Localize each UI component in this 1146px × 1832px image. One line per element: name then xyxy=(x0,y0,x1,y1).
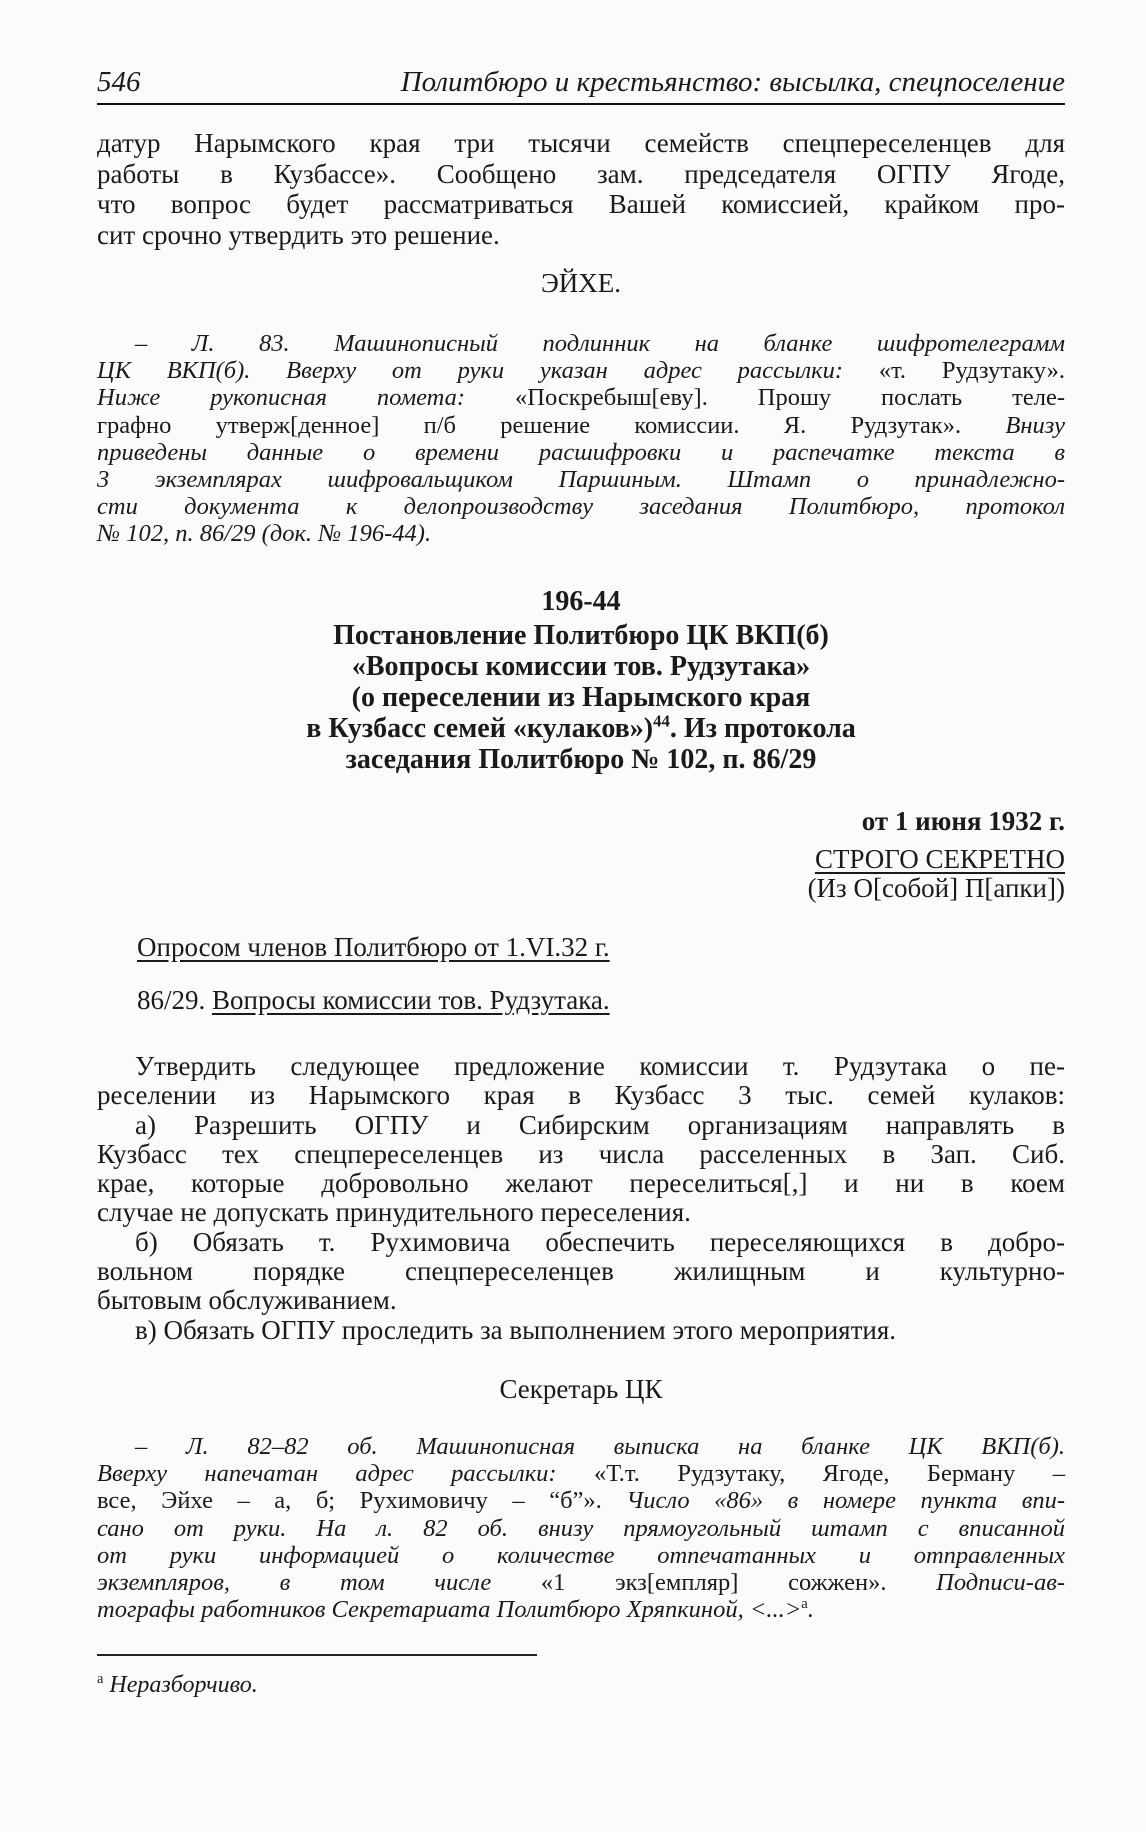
text-line xyxy=(97,744,1065,775)
header-rule xyxy=(97,103,1065,105)
text-line xyxy=(97,412,1065,439)
text-line xyxy=(97,493,1065,520)
text-segment: в Кузбасс семей «кулаков») xyxy=(306,713,654,744)
archival-note-2 xyxy=(97,1433,1065,1623)
decision-point-a xyxy=(97,1111,1065,1228)
text-segment: . xyxy=(807,1596,814,1624)
text-segment: сано от руки. На л. 82 об. внизу прямоугольный штамп с вписанной xyxy=(97,1514,1065,1542)
poll-text: Опросом членов Политбюро от 1.VI.32 г. xyxy=(137,932,610,962)
text-segment: № 102, п. 86/29 (док. № 196-44). xyxy=(97,520,432,548)
text-line xyxy=(97,357,1065,384)
text-segment: Вверху напечатан адрес рассылки: xyxy=(97,1460,557,1488)
poll-line xyxy=(97,932,1065,963)
text-segment: крае, которые добровольно желают переселиться[,] и ни в коем xyxy=(97,1168,1065,1199)
text-segment: б) Обязать т. Рухимовича обеспечить переселяющихся в добро- xyxy=(135,1226,1065,1257)
telegram-signature: ЭЙХЕ. xyxy=(540,268,622,298)
footnote-text: Неразборчиво. xyxy=(109,1672,258,1698)
item-number: 86/29. xyxy=(137,985,206,1015)
document-date: от 1 июня 1932 г. xyxy=(861,806,1065,836)
footnote xyxy=(97,1672,1065,1699)
decision-text xyxy=(97,1052,1065,1345)
text-segment: «1 экз[емпляр] сожжен». xyxy=(491,1569,887,1597)
text-line xyxy=(97,1596,1065,1623)
text-line xyxy=(97,1081,1065,1110)
decision-point-b xyxy=(97,1228,1065,1316)
text-segment: Кузбасс тех спецпереселенцев из числа расселенных в Зап. Сиб. xyxy=(97,1138,1065,1169)
text-line xyxy=(97,330,1065,357)
text-segment: заседания Политбюро № 102, п. 86/29 xyxy=(345,744,817,775)
classification-block xyxy=(97,845,1065,903)
text-segment: 3 экземплярах шифровальщиком Паршиным. Штамп о принадлежно- xyxy=(97,466,1065,494)
text-segment: экземпляров, в том числе xyxy=(97,1569,492,1597)
text-segment: а) Разрешить ОГПУ и Сибирским организациям направлять в xyxy=(135,1109,1065,1140)
decision-point-c xyxy=(97,1316,1065,1345)
text-line xyxy=(97,1111,1065,1140)
text-line xyxy=(97,159,1065,190)
text-segment: все, Эйхе – а, б; Рухимовичу – “б”». xyxy=(97,1487,602,1515)
text-line xyxy=(97,620,1065,651)
text-line xyxy=(97,1569,1065,1596)
text-segment: датур Нарымского края три тысячи семейств спецпереселенцев для xyxy=(97,128,1065,158)
text-line xyxy=(97,682,1065,713)
text-segment: сит срочно утвердить это решение. xyxy=(97,219,500,250)
text-line xyxy=(97,1052,1065,1081)
text-segment: приведены данные о времени расшифровки и распечатке текста в xyxy=(97,438,1065,466)
text-line xyxy=(97,1515,1065,1542)
text-segment: графно утверж[денное] п/б решение комиссии. Я. Рудзутак». xyxy=(97,411,962,439)
page-number: 546 xyxy=(97,66,141,98)
archival-note-1 xyxy=(97,330,1065,548)
text-segment: Число «86» в номере пункта впи- xyxy=(601,1487,1066,1515)
item-title: Вопросы комиссии тов. Рудзутака. xyxy=(212,985,610,1015)
text-line xyxy=(97,1487,1065,1514)
text-segment: – Л. 82–82 об. Машинописная выписка на бланке ЦК ВКП(б). xyxy=(135,1433,1065,1460)
secretary-signature: Секретарь ЦК xyxy=(499,1374,663,1404)
text-line xyxy=(97,1460,1065,1487)
agenda-item xyxy=(97,985,1065,1016)
text-segment: «Т.т. Рудзутаку, Ягоде, Берману – xyxy=(556,1460,1065,1488)
footnote-ref: 44 xyxy=(653,711,670,731)
text-line xyxy=(97,1542,1065,1569)
text-segment: случае не допускать принудительного переселения. xyxy=(97,1197,691,1228)
text-segment: сти документа к делопроизводству заседания Политбюро, протокол xyxy=(97,493,1065,521)
running-header xyxy=(97,66,1065,98)
text-line xyxy=(97,520,1065,547)
text-segment: Внизу xyxy=(961,411,1066,439)
document-title xyxy=(97,620,1065,775)
text-segment: работы в Кузбассе». Сообщено зам. председателя ОГПУ Ягоде, xyxy=(97,158,1065,189)
text-segment: Постановление Политбюро ЦК ВКП(б) xyxy=(333,620,829,651)
text-line xyxy=(97,1169,1065,1198)
decision-intro xyxy=(97,1052,1065,1111)
text-line xyxy=(97,1257,1065,1286)
running-title: Политбюро и крестьянство: высылка, спецпоселение xyxy=(400,66,1065,98)
text-segment: от руки информацией о количестве отпечатанных и отправленных xyxy=(97,1541,1065,1569)
text-segment: . Из протокола xyxy=(669,713,856,744)
text-segment: Ниже рукописная помета: xyxy=(97,384,466,412)
text-line xyxy=(97,220,1065,251)
text-line xyxy=(97,1433,1065,1460)
text-segment: в) Обязать ОГПУ проследить за выполнением этого мероприятия. xyxy=(135,1314,897,1345)
text-line xyxy=(97,1198,1065,1227)
text-line xyxy=(97,713,1065,744)
text-line xyxy=(97,1286,1065,1315)
text-segment: тографы работников Секретариата Политбюро Хряпкиной, <...> xyxy=(97,1596,802,1624)
text-segment: реселении из Нарымского края в Кузбасс 3 тыс. семей кулаков: xyxy=(97,1080,1065,1111)
text-segment: (о переселении из Нарымского края xyxy=(351,682,811,713)
text-line xyxy=(97,439,1065,466)
text-segment: – Л. 83. Машинописный подлинник на бланке шифротелеграмм xyxy=(135,330,1065,357)
text-line xyxy=(97,651,1065,682)
text-segment: «т. Рудзутаку». xyxy=(843,357,1066,385)
text-segment: Подписи-ав- xyxy=(886,1569,1065,1597)
text-line xyxy=(97,189,1065,220)
text-segment: что вопрос будет рассматриваться Вашей комиссией, крайком про- xyxy=(97,189,1065,219)
text-line xyxy=(97,466,1065,493)
footnote-rule xyxy=(97,1654,537,1656)
text-segment: ЦК ВКП(б). Вверху от руки указан адрес рассылки: xyxy=(97,357,844,385)
text-segment: вольном порядке спецпереселенцев жилищным и культурно- xyxy=(97,1256,1065,1287)
text-segment: бытовым обслуживанием. xyxy=(97,1285,397,1316)
footnote-marker: а xyxy=(97,1671,104,1687)
text-line xyxy=(97,1316,1065,1345)
classification-stamp: СТРОГО СЕКРЕТНО xyxy=(814,844,1065,874)
footnote-ref: а xyxy=(801,1596,808,1613)
text-line xyxy=(97,1228,1065,1257)
telegram-ending-paragraph xyxy=(97,128,1065,250)
text-line xyxy=(97,128,1065,159)
source-note: (Из О[собой] П[апки]) xyxy=(807,873,1065,903)
text-line xyxy=(97,1140,1065,1169)
text-segment: «Поскребыш[еву]. Прошу послать теле- xyxy=(465,384,1065,412)
text-segment: Утвердить следующее предложение комиссии т. Рудзутака о пе- xyxy=(135,1051,1065,1081)
text-segment: «Вопросы комиссии тов. Рудзутака» xyxy=(351,651,811,682)
text-line xyxy=(97,384,1065,411)
document-number: 196-44 xyxy=(541,586,621,617)
